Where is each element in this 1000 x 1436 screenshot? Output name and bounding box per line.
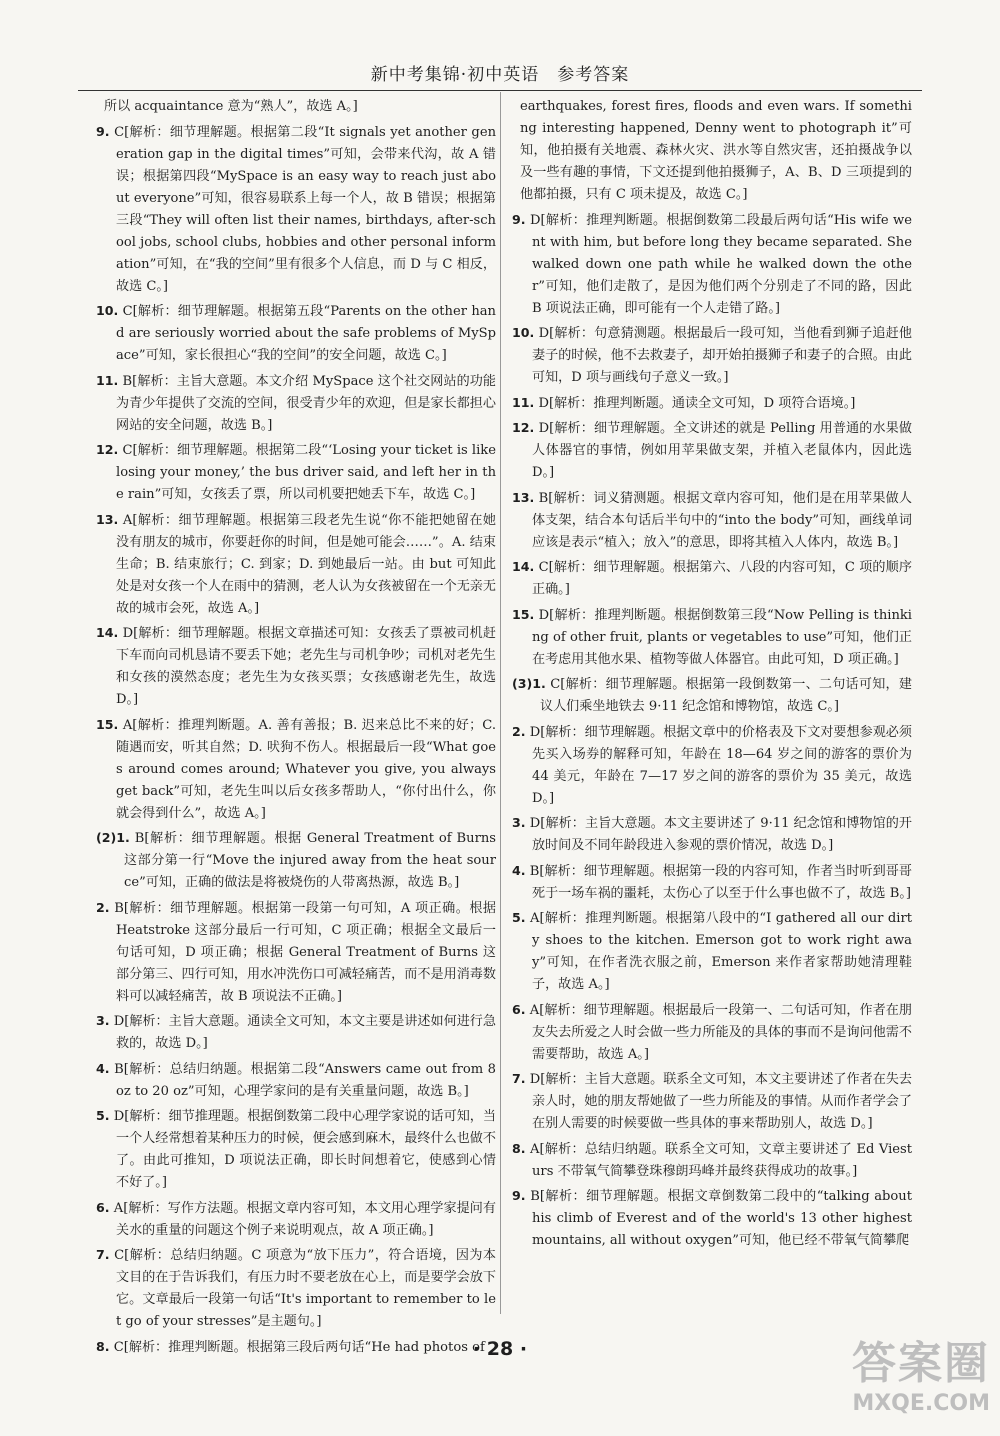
answer-text: A[解析：推理判断题。根据第八段中的“I gathered all our dirty shoes to the kitchen. Emerson got to work right away”可知，在作者洗衣服之前，Emerson 来作者家帮助她清理鞋子，故选 A。] — [530, 911, 912, 992]
answer-text: D[解析：主旨大意题。本文主要讲述了 9·11 纪念馆和博物馆的开放时间及不同年龄段进入参观的票价情况，故选 D。] — [529, 816, 912, 853]
answer-text: D[解析：推理判断题。通读全文可知，D 项符合语境。] — [538, 395, 856, 411]
answer-number: 7. — [512, 1071, 526, 1086]
answer-number: 6. — [96, 1199, 110, 1215]
answer-number: 7. — [96, 1247, 110, 1262]
answer-item — [512, 673, 912, 718]
answer-text: C[解析：细节理解题。根据第二段“It signals yet another generation gap in the digital times”可知，会带来代沟，故 A 错误；根据第四段“MySpace is an easy way to reach just about everyone”可知，很容易联系上每一个人，故 B 错误；根据第三段“They will often list their names, birthdays, after-school jobs, school clubs, hobbies and other personal information”可知，在“我的空间”里有很多个人信息，而 D 与 C 相反，故选 C。] — [114, 124, 496, 294]
answer-text: D[解析：细节理解题。根据文章中的价格表及下文对要想参观必须先买入场券的解释可知，年龄在 18—64 岁之间的游客的票价为 44 美元，年龄在 7—17 岁之间的游客的票价为 35 美元，故选 D。] — [529, 724, 912, 806]
answer-item — [512, 556, 912, 601]
answer-text: A[解析：细节理解题。根据第三段老先生说“你不能把她留在她没有朋友的城市，你要赶你的时间，但是她可能会……”。A. 结束生命；B. 结束旅行；C. 到家；D. 到她最后一站。由 but 可知此处是对女孩一个人在雨中的猜测，老人认为女孩被留在一个无亲无故的城市会死，故选 A。] — [116, 512, 496, 616]
answer-text: C[解析：细节理解题。根据第二段“‘Losing your ticket is like losing your money,’ the bus driver said, and left her in the rain”可知，女孩丢了票，所以司机要把她丢下车，故选 C。] — [116, 443, 496, 502]
answer-text: D[解析：句意猜测题。根据最后一段可知，当他看到狮子追赶他妻子的时候，他不去救妻子，却开始拍摄狮子和妻子的合照。由此可知，D 项与画线句子意义一致。] — [532, 326, 912, 385]
answer-item — [96, 1058, 496, 1103]
answer-item — [96, 300, 496, 367]
answer-text: D[解析：主旨大意题。通读全文可知，本文主要是讲述如何进行急救的，故选 D。] — [113, 1014, 496, 1051]
answer-text: C[解析：细节理解题。根据第一段倒数第一、二句话可知，建议人们乘坐地铁去 9·11 纪念馆和博物馆，故选 C。] — [540, 677, 912, 714]
header-title: 新中考集锦·初中英语 参考答案 — [370, 65, 630, 85]
answer-text: D[解析：推理判断题。根据倒数第三段“Now Pelling is thinking of other fruit, plants or vegetables to use”可知，他们正在考虑用其他水果、植物等做人体器官。由此可知，D 项正确。] — [532, 607, 912, 667]
answer-item — [512, 604, 912, 671]
answer-item — [512, 907, 912, 996]
answer-text: B[解析：词义猜测题。根据文章内容可知，他们是在用苹果做人体支架，结合本句话后半句中的“into the body”可知，画线单词应该是表示“植入；放入”的意思，即将其植入人体内，故选 B。] — [532, 490, 912, 550]
answer-number: 8. — [96, 1338, 110, 1354]
answer-number: 8. — [512, 1140, 526, 1156]
answer-number: 11. — [512, 394, 535, 410]
answer-item — [96, 714, 496, 825]
answer-item — [512, 721, 912, 810]
answer-number: 13. — [96, 511, 119, 527]
answer-item — [96, 1197, 496, 1242]
answer-number: 3. — [512, 815, 526, 830]
answer-item — [512, 999, 912, 1066]
answer-item — [512, 96, 912, 206]
answer-item — [96, 96, 496, 118]
answer-item — [512, 1185, 912, 1252]
answer-item — [512, 1138, 912, 1183]
answer-text: B[解析：细节理解题。根据第一段的内容可知，作者当时听到哥哥死于一场车祸的噩耗，太伤心了以至于什么事也做不了，故选 B。] — [529, 863, 912, 901]
answer-number: 2. — [512, 723, 526, 739]
page-number: · 28 · — [472, 1338, 528, 1360]
answer-text: A[解析：写作方法题。根据文章内容可知，本文用心理学家提问有关水的重量的问题这个例子来说明观点，故 A 项正确。] — [113, 1200, 496, 1238]
answer-text: earthquakes, forest fires, floods and even wars. If something interesting happened, Denny went to photograph it”可知，他拍摄有关地震、森林火灾、洪水等自然灾害，还拍摄战争以及一些有趣的事情，下文还提到他拍摄狮子，A、B、D 三项提到的他都拍摄，只有 C 项未提及，故选 C。] — [520, 99, 912, 202]
answer-item — [96, 1105, 496, 1194]
answer-number: 9. — [512, 1188, 526, 1203]
answer-item — [512, 322, 912, 389]
answer-number: 4. — [96, 1060, 110, 1076]
answer-text: D[解析：主旨大意题。联系全文可知，本文主要讲述了作者在失去亲人时，她的朋友帮她做了一些力所能及的事情。从而作者学会了在别人需要的时候要做一些具体的事来帮助别人，故选 D。] — [529, 1072, 912, 1131]
answer-text: C[解析：细节理解题。根据第六、八段的内容可知，C 项的顺序正确。] — [532, 560, 912, 597]
answer-number: 6. — [512, 1001, 526, 1017]
answer-text: D[解析：细节理解题。全文讲述的就是 Pelling 用普通的水果做人体器官的事情，例如用苹果做支架，并植入老鼠体内，因此选 D。] — [532, 421, 912, 480]
answer-item — [512, 209, 912, 320]
answer-number: 9. — [512, 211, 526, 227]
answer-number: 15. — [512, 606, 535, 622]
answer-item — [512, 812, 912, 857]
answer-text: C[解析：总结归纳题。C 项意为“放下压力”，符合语境，因为本文目的在于告诉我们，有压力时不要老放在心上，而是要学会放下它。文章最后一段第一句话“It's important to remember to let go of your stresses”是主题句。] — [114, 1248, 496, 1329]
page-header — [78, 60, 922, 91]
right-column — [512, 96, 912, 1255]
answer-text: B[解析：主旨大意题。本文介绍 MySpace 这个社交网站的功能为青少年提供了交流的空间，很受青少年的欢迎，但是家长都担心网站的安全问题，故选 B。] — [116, 373, 496, 433]
answer-number: 12. — [512, 420, 535, 435]
answer-text: D[解析：细节推理题。根据倒数第二段中心理学家说的话可知，当一个人经常想着某种压力的时候，便会感到麻木，最终什么也做不了。由此可推知，D 项说法正确，即长时间想着它，使感到心情不好了。] — [113, 1109, 496, 1190]
answer-number: 5. — [96, 1108, 110, 1123]
answer-item — [96, 121, 496, 298]
answer-text: B[解析：细节理解题。根据文章倒数第二段中的“talking about his climb of Everest and of the world's 13 other highest mountains, all without oxygen”可知，他已经不带氧气简攀爬 — [530, 1189, 912, 1248]
answer-number: 14. — [512, 559, 535, 574]
answer-item — [512, 417, 912, 484]
answer-number: 13. — [512, 489, 535, 505]
answer-number: (2)1. — [96, 830, 130, 845]
answer-number: 5. — [512, 910, 526, 925]
answer-item — [96, 1010, 496, 1055]
answer-text: D[解析：细节理解题。根据文章描述可知：女孩丢了票被司机赶下车而向司机恳请不要丢下她；老先生与司机争吵；司机对老先生和女孩的漠然态度；老先生为女孩买票；女孩感谢老先生，故选 D。] — [116, 626, 496, 707]
answer-text: B[解析：细节理解题。根据第一段第一句可知，A 项正确。根据 Heatstroke 这部分最后一行可知，C 项正确；根据全文最后一句话可知，D 项正确；根据 General Treatment of Burns 这部分第三、四行可知，用水冲洗伤口可减轻痛苦，而不是用消毒数料可以减轻痛苦，故 B 项说法不正确。] — [114, 900, 496, 1004]
answer-text: A[解析：推理判断题。A. 善有善报；B. 迟来总比不来的好；C. 随遇而安，听其自然；D. 吠狗不伤人。根据最后一段“What goes around comes around; Whatever you give, you always get back”可知，老先生叫以后女孩多帮助人，“你付出什么，你就会得到什么”，故选 A。] — [116, 717, 496, 821]
answer-item — [512, 392, 912, 415]
answer-item — [96, 370, 496, 437]
answer-text: C[解析：推理判断题。根据第三段后两句话“He had photos of — [113, 1339, 485, 1355]
answer-number: 12. — [96, 442, 119, 457]
answer-text: C[解析：细节理解题。根据第五段“Parents on the other hand are seriously worried about the safe problems of MySpace”可知，家长很担心“我的空间”的安全问题，故选 C。] — [116, 304, 496, 363]
watermark-url: MXQE.COM — [852, 1391, 990, 1416]
answer-number: 14. — [96, 625, 119, 640]
answer-text: B[解析：细节理解题。根据 General Treatment of Burns 这部分第一行“Move the injured away from the heat source”可知，正确的做法是将被烧伤的人带离热源，故选 B。] — [124, 831, 496, 890]
answer-item — [512, 1068, 912, 1135]
answer-item — [96, 827, 496, 894]
answer-number: 3. — [96, 1013, 110, 1028]
answer-item — [96, 439, 496, 506]
answer-number: 4. — [512, 862, 526, 878]
answer-number: 15. — [96, 716, 119, 732]
column-divider — [500, 92, 501, 1314]
left-column — [96, 96, 496, 1361]
answer-item — [96, 897, 496, 1008]
answer-text: 所以 acquaintance 意为“熟人”，故选 A。] — [104, 99, 358, 114]
answer-text: B[解析：总结归纳题。根据第二段“Answers came out from 8 oz to 20 oz”可知，心理学家问的是有关重量问题，故选 B。] — [114, 1061, 497, 1099]
answer-item — [96, 622, 496, 711]
answer-text: A[解析：总结归纳题。联系全文可知，文章主要讲述了 Ed Viesturs 不带氧气简攀登珠穆朗玛峰并最终获得成功的故事。] — [530, 1141, 912, 1179]
answer-number: (3)1. — [512, 676, 546, 691]
answer-number: 10. — [512, 325, 535, 340]
answer-number: 11. — [96, 372, 119, 388]
watermark-logo — [805, 1338, 990, 1430]
answer-number: 2. — [96, 899, 110, 915]
answer-number: 9. — [96, 123, 110, 139]
answer-item — [96, 1244, 496, 1333]
answer-text: A[解析：细节理解题。根据最后一段第一、二句话可知，作者在朋友失去所爱之人时会做一些力所能及的具体的事而不是询问他需不需要帮助，故选 A。] — [529, 1002, 912, 1062]
watermark-text: 答案圈 — [852, 1338, 990, 1389]
answer-text: D[解析：推理判断题。根据倒数第二段最后两句话“His wife went with him, but before long they became separated. She walked down one path while he walked down the other”可知，他们走散了，是因为他们两个分别走了不同的路，因此 B 项说法正确，即可能有一个人走错了路。] — [530, 212, 912, 316]
answer-item — [96, 509, 496, 620]
answer-item — [512, 860, 912, 905]
answer-number: 10. — [96, 303, 119, 318]
answer-item — [512, 487, 912, 554]
